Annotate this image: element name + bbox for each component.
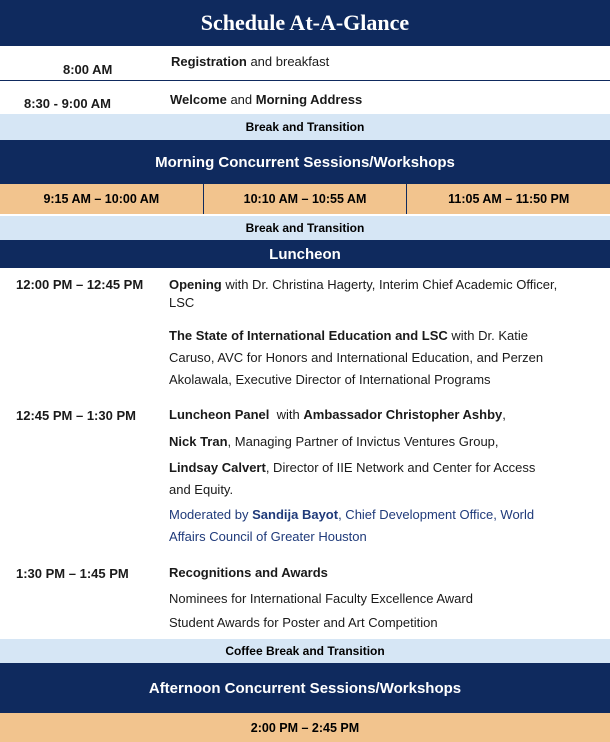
row-text-rest: and breakfast — [246, 54, 330, 69]
session-time-2: 10:10 AM – 10:55 AM — [204, 184, 408, 214]
session-time-1: 9:15 AM – 10:00 AM — [0, 184, 204, 214]
lindsay-line-2: and Equity. — [169, 482, 234, 497]
row-text-mid: and — [226, 92, 256, 107]
moderator-line-1 — [169, 504, 534, 526]
state-line-3: Akolawala, Executive Director of International Programs — [169, 372, 491, 387]
opening-line-2: LSC — [169, 295, 195, 310]
panel-end: , — [502, 407, 506, 422]
panel-mid: with — [269, 407, 304, 422]
afternoon-sessions-label: Afternoon Concurrent Sessions/Workshops — [148, 679, 462, 697]
row-time: 8:00 AM — [63, 62, 113, 77]
panel-line — [169, 404, 506, 426]
luncheon-section — [0, 268, 610, 636]
luncheon-header — [0, 240, 610, 268]
break-band-2 — [0, 216, 610, 240]
lindsay-rest: , Director of IIE Network and Center for Access — [265, 460, 536, 475]
coffee-break-band — [0, 639, 610, 663]
moderator-pre: Moderated by — [169, 507, 253, 522]
row-text — [170, 89, 362, 111]
schedule-row-registration — [0, 46, 610, 81]
break-label: Break and Transition — [245, 120, 365, 134]
page-title — [0, 0, 610, 46]
opening-line — [169, 274, 557, 296]
afternoon-session-time — [0, 713, 610, 742]
recognitions-item-2: Student Awards for Poster and Art Competition — [169, 615, 438, 630]
morning-sessions-header — [0, 140, 610, 184]
break-band — [0, 114, 610, 140]
moderator-rest: , Chief Development Office, World — [338, 507, 535, 522]
title-text: Schedule At-A-Glance — [200, 10, 410, 35]
panel-bold: Luncheon Panel — [169, 407, 270, 422]
luncheon-time-3: 1:30 PM – 1:45 PM — [16, 566, 129, 581]
opening-rest: with Dr. Christina Hagerty, Interim Chief Academic Officer, — [221, 277, 558, 292]
panel-bold-2: Ambassador Christopher Ashby — [303, 407, 503, 422]
state-bold: The State of International Education and LSC — [169, 328, 448, 343]
opening-bold: Opening — [169, 277, 222, 292]
coffee-break-label: Coffee Break and Transition — [225, 644, 385, 658]
nick-bold: Nick Tran — [169, 434, 228, 449]
break-label: Break and Transition — [245, 221, 365, 235]
morning-sessions-label: Morning Concurrent Sessions/Workshops — [155, 153, 455, 171]
lindsay-line-1 — [169, 457, 535, 479]
afternoon-time-label: 2:00 PM – 2:45 PM — [250, 720, 360, 735]
state-line-2: Caruso, AVC for Honors and International Education, and Perzen — [169, 350, 544, 365]
session-time-3: 11:05 AM – 11:50 PM — [448, 192, 570, 206]
row-time: 8:30 - 9:00 AM — [24, 96, 111, 111]
moderator-line-2: Affairs Council of Greater Houston — [169, 529, 367, 544]
row-text-bold: Welcome — [170, 92, 227, 107]
schedule-row-welcome — [0, 81, 610, 114]
state-rest: with Dr. Katie — [447, 328, 528, 343]
recognitions-title: Recognitions and Awards — [169, 565, 328, 580]
recognitions-item-1: Nominees for International Faculty Excellence Award — [169, 591, 473, 606]
moderator-bold: Sandija Bayot — [252, 507, 339, 522]
row-text-bold-2: Morning Address — [255, 92, 363, 107]
luncheon-time-2: 12:45 PM – 1:30 PM — [16, 408, 136, 423]
luncheon-time-1: 12:00 PM – 12:45 PM — [16, 277, 144, 292]
luncheon-label: Luncheon — [269, 245, 341, 263]
nick-rest: , Managing Partner of Invictus Ventures Group, — [227, 434, 499, 449]
morning-session-times — [0, 184, 610, 214]
row-text — [171, 51, 329, 73]
nick-line — [169, 431, 499, 453]
lindsay-bold: Lindsay Calvert — [169, 460, 266, 475]
afternoon-sessions-header — [0, 663, 610, 713]
state-line-1 — [169, 325, 528, 347]
row-text-bold: Registration — [171, 54, 247, 69]
